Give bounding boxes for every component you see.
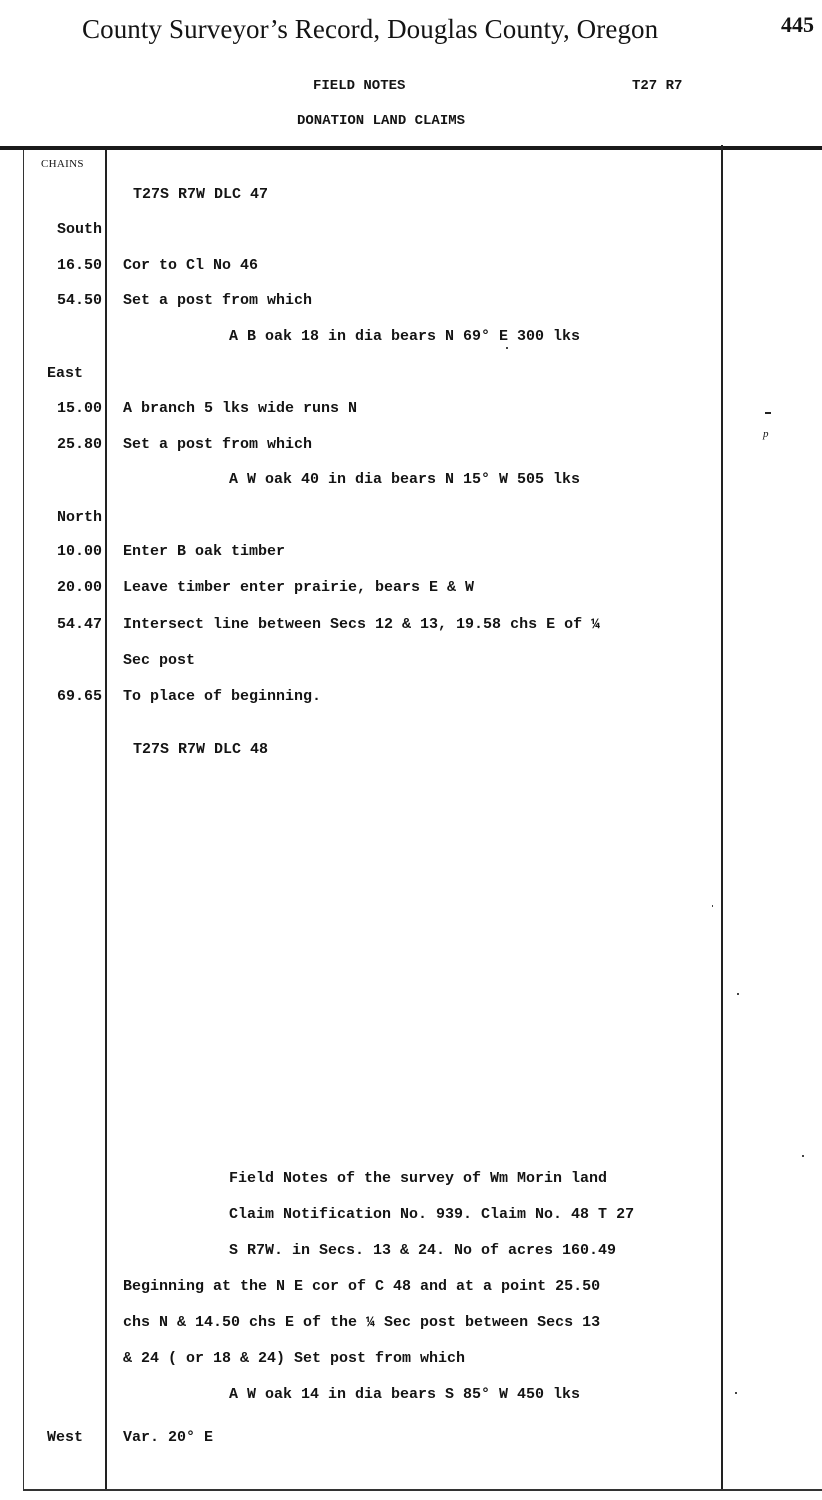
note-cell: T27S R7W DLC 47 <box>133 186 269 203</box>
chain-cell: 54.47 <box>56 616 102 633</box>
ink-speck <box>737 993 739 995</box>
note-cell: Set a post from which <box>123 292 313 309</box>
chains-column-header: CHAINS <box>41 158 84 170</box>
note-cell: Field Notes of the survey of Wm Morin land <box>229 1170 608 1187</box>
table-row <box>0 741 722 765</box>
note-cell: A B oak 18 in dia bears N 69° E 300 lks <box>229 328 581 345</box>
table-row <box>0 292 722 316</box>
note-cell: Leave timber enter prairie, bears E & W <box>123 579 475 596</box>
field-notes-heading: FIELD NOTES <box>313 78 406 94</box>
bottom-rule <box>23 1489 822 1491</box>
chain-cell: 69.65 <box>56 688 102 705</box>
chain-cell: 54.50 <box>56 292 102 309</box>
margin-dash-mark <box>765 412 771 414</box>
donation-land-claims-heading: DONATION LAND CLAIMS <box>297 113 466 129</box>
running-title: County Surveyor’s Record, Douglas County, Oregon <box>82 14 659 44</box>
table-row <box>0 400 722 424</box>
note-cell: Var. 20° E <box>123 1429 214 1446</box>
note-cell: chs N & 14.50 chs E of the ¼ Sec post between Secs 13 <box>123 1314 601 1331</box>
table-row <box>0 509 722 533</box>
table-row <box>0 1170 722 1194</box>
chain-cell: 16.50 <box>56 257 102 274</box>
table-row <box>0 221 722 245</box>
township-code: T27 R7 <box>632 78 683 94</box>
note-cell: S R7W. in Secs. 13 & 24. No of acres 160.49 <box>229 1242 617 1259</box>
table-row <box>0 365 722 389</box>
table-row <box>0 688 722 712</box>
table-row <box>0 257 722 281</box>
table-row <box>0 328 722 352</box>
chain-cell: West <box>47 1429 84 1446</box>
chain-cell: East <box>47 365 84 382</box>
margin-annotation: p <box>763 428 769 440</box>
chain-cell: North <box>56 509 102 526</box>
ink-speck <box>735 1392 737 1394</box>
note-cell: Enter B oak timber <box>123 543 286 560</box>
table-row <box>0 652 722 676</box>
table-row <box>0 1206 722 1230</box>
table-row <box>0 1350 722 1374</box>
page-number: 445 <box>781 12 814 37</box>
note-cell: Beginning at the N E cor of C 48 and at a point 25.50 <box>123 1278 601 1295</box>
table-row <box>0 1429 722 1453</box>
chain-cell: South <box>56 221 102 238</box>
note-cell: T27S R7W DLC 48 <box>133 741 269 758</box>
chain-cell: 15.00 <box>56 400 102 417</box>
note-cell: & 24 ( or 18 & 24) Set post from which <box>123 1350 466 1367</box>
note-cell: Sec post <box>123 652 196 669</box>
note-cell: Set a post from which <box>123 436 313 453</box>
ink-speck <box>712 905 713 907</box>
table-row <box>0 616 722 640</box>
note-cell: Intersect line between Secs 12 & 13, 19.58 chs E of ¼ <box>123 616 601 633</box>
table-row <box>0 1386 722 1410</box>
note-cell: A branch 5 lks wide runs N <box>123 400 358 417</box>
ink-speck <box>506 347 508 349</box>
note-cell: To place of beginning. <box>123 688 322 705</box>
table-row <box>0 543 722 567</box>
chain-cell: 25.80 <box>56 436 102 453</box>
table-row <box>0 1278 722 1302</box>
table-row <box>0 1242 722 1266</box>
chain-cell: 20.00 <box>56 579 102 596</box>
top-rule <box>0 146 822 150</box>
chain-cell: 10.00 <box>56 543 102 560</box>
table-row <box>0 186 722 210</box>
note-cell: Claim Notification No. 939. Claim No. 48 T 27 <box>229 1206 635 1223</box>
table-row <box>0 1314 722 1338</box>
note-cell: A W oak 14 in dia bears S 85° W 450 lks <box>229 1386 581 1403</box>
table-row <box>0 471 722 495</box>
table-row <box>0 436 722 460</box>
table-row <box>0 579 722 603</box>
note-cell: Cor to Cl No 46 <box>123 257 259 274</box>
note-cell: A W oak 40 in dia bears N 15° W 505 lks <box>229 471 581 488</box>
ink-speck <box>802 1155 804 1157</box>
